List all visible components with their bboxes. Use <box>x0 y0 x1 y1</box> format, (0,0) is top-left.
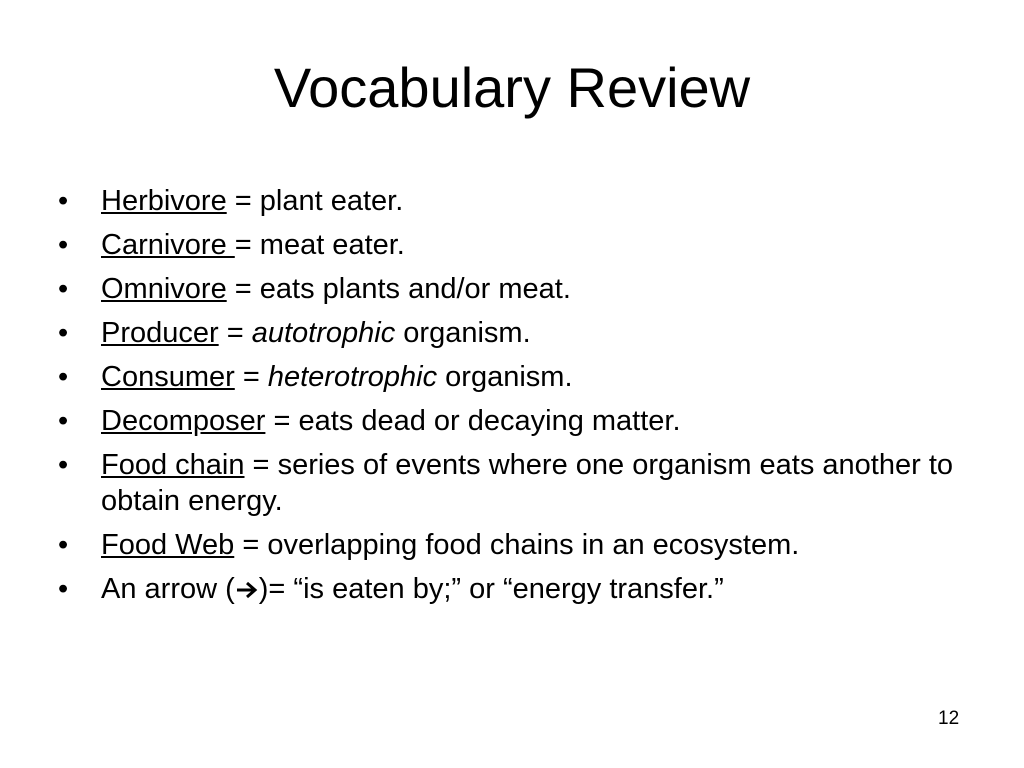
italic-term: heterotrophic <box>267 361 438 393</box>
bullet-icon: • <box>58 405 69 437</box>
list-item <box>58 403 958 439</box>
bullet-icon: • <box>58 185 69 217</box>
separator: = <box>234 229 260 261</box>
separator: = <box>218 317 252 349</box>
term: Food Web <box>101 529 235 561</box>
separator: = <box>234 361 268 393</box>
bullet-icon: • <box>58 529 69 561</box>
separator: = <box>226 273 260 305</box>
term: Omnivore <box>101 273 227 305</box>
term: Herbivore <box>101 185 227 217</box>
list-item <box>58 571 958 607</box>
definition: eats plants and/or meat. <box>259 273 571 305</box>
definition: organism. <box>437 361 573 393</box>
list-item <box>58 271 958 307</box>
list-item <box>58 183 958 219</box>
list-item <box>58 447 958 519</box>
list-item <box>58 315 958 351</box>
definition: eats dead or decaying matter. <box>298 405 681 437</box>
slide-title: Vocabulary Review <box>273 56 751 119</box>
separator: = <box>265 405 299 437</box>
term: Carnivore <box>101 229 235 261</box>
definition: plant eater. <box>259 185 404 217</box>
term: Consumer <box>101 361 235 393</box>
bullet-list <box>58 183 958 615</box>
page-number: 12 <box>938 708 960 729</box>
bullet-icon: • <box>58 273 69 305</box>
term: Food chain <box>101 449 245 481</box>
definition: organism. <box>395 317 531 349</box>
bullet-icon: • <box>58 449 69 481</box>
definition: meat eater. <box>259 229 405 261</box>
italic-term: autotrophic <box>251 317 396 349</box>
separator: = <box>244 449 278 481</box>
arrow-text-after: )= “is eaten by;” or “energy transfer.” <box>258 573 724 605</box>
bullet-icon: • <box>58 317 69 349</box>
term: Decomposer <box>101 405 266 437</box>
arrow-text-before: An arrow ( <box>101 573 235 605</box>
list-item <box>58 527 958 563</box>
separator: = <box>234 529 268 561</box>
bullet-icon: • <box>58 361 69 393</box>
separator: = <box>226 185 260 217</box>
term: Producer <box>101 317 219 349</box>
right-arrow-icon <box>235 571 259 607</box>
bullet-icon: • <box>58 229 69 261</box>
bullet-icon: • <box>58 573 69 605</box>
list-item <box>58 359 958 395</box>
definition: series of events where one organism eats another to obtain energy. <box>101 449 954 517</box>
list-item <box>58 227 958 263</box>
definition: overlapping food chains in an ecosystem. <box>267 529 800 561</box>
